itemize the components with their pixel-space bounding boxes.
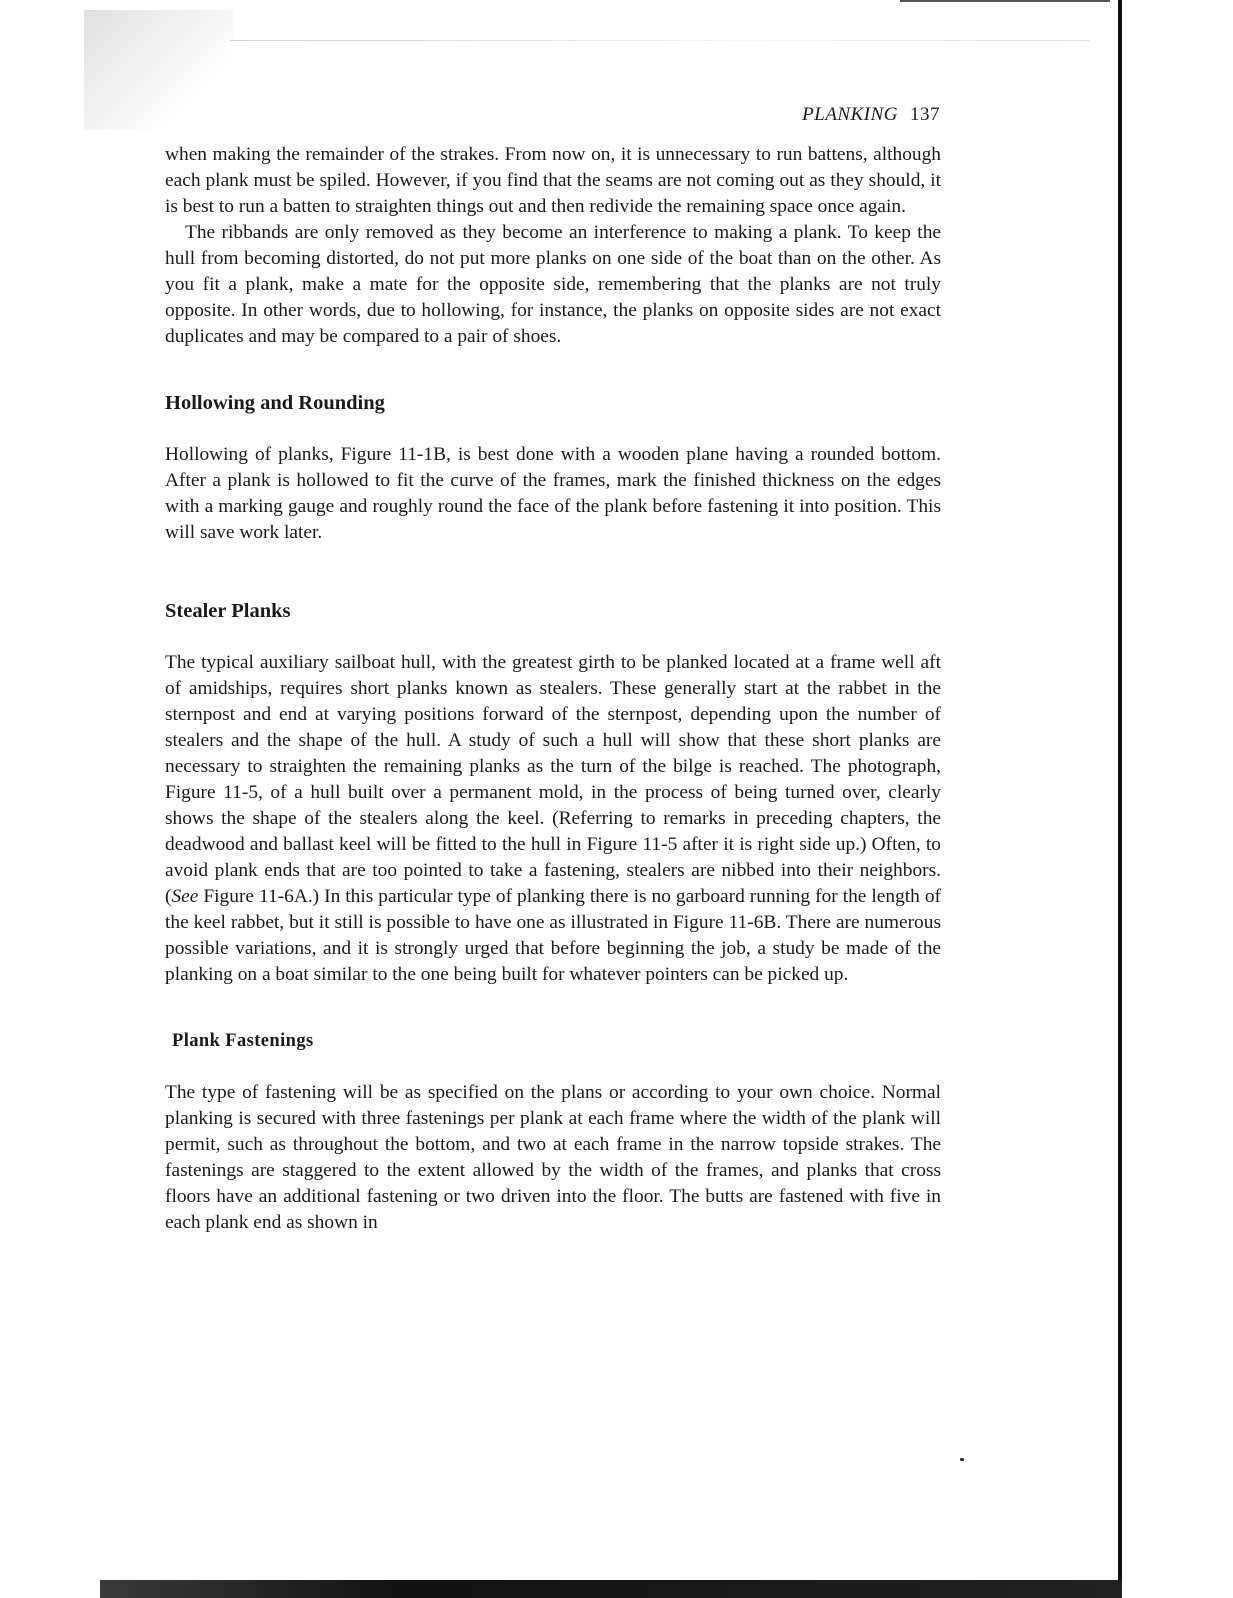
heading-hollowing-rounding: Hollowing and Rounding: [165, 392, 385, 414]
scan-speck: [960, 1458, 964, 1461]
paragraph-stealer: [165, 650, 941, 988]
scan-top-edge: [900, 0, 1110, 2]
heading-plank-fastenings: Plank Fastenings: [172, 1031, 314, 1051]
scan-right-edge: [1118, 0, 1122, 1598]
see-reference: See: [171, 886, 199, 907]
paragraph-continuation: when making the remainder of the strakes. From now on, it is unnecessary to run battens, although each plank must be spiled. However, if you find that the seams are not coming out as they should, it is best to run a batten to straighten things out and then redivide the remaining space once again.: [165, 144, 941, 217]
running-title: PLANKING: [802, 104, 898, 125]
scan-bottom-edge: [100, 1580, 1122, 1598]
page-number: 137: [910, 104, 940, 125]
stealer-text-part1: The typical auxiliary sailboat hull, with the greatest girth to be planked located at a frame well aft of amidships, requires short planks known as stealers. These generally start at the rabbet in the sternpost and end at varying positions forward of the sternpost, depending upon the number of stealers and the shape of the hull. A study of such a hull will show that these short planks are necessary to straighten the remaining planks as the turn of the bilge is reached. The photograph, Figure 11-5, of a hull built over a permanent mold, in the process of being turned over, clearly shows the shape of the stealers along the keel. (Referring to remarks in preceding chapters, the deadwood and ballast keel will be fitted to the hull in Figure 11-5 after it is right side up.) Often, to avoid plank ends that are too pointed to take a fastening, stealers are nibbed into their neighbors. (: [165, 652, 941, 907]
paragraph-hollowing: Hollowing of planks, Figure 11-1B, is best done with a wooden plane having a rounded bottom. After a plank is hollowed to fit the curve of the frames, mark the finished thickness on the edges with a marking gauge and roughly round the face of the plank before fastening it into position. This will save work later.: [165, 444, 941, 543]
paragraph-ribbands: The ribbands are only removed as they become an interference to making a plank. To keep the hull from becoming distorted, do not put more planks on one side of the boat than on the other. As you fit a plank, make a mate for the opposite side, remembering that the planks are not truly opposite. In other words, due to hollowing, for instance, the planks on opposite sides are not exact duplicates and may be compared to a pair of shoes.: [165, 222, 941, 347]
paragraph-fastenings: The type of fastening will be as specified on the plans or according to your own choice. Normal planking is secured with three fastenings per plank at each frame where the width of the plank will permit, such as throughout the bottom, and two at each frame in the narrow topside strakes. The fastenings are staggered to the extent allowed by the width of the frames, and planks that cross floors have an additional fastening or two driven into the floor. The butts are fastened with five in each plank end as shown in: [165, 1082, 941, 1233]
stealer-text-part2: Figure 11-6A.) In this particular type of planking there is no garboard running for the length of the keel rabbet, but it still is possible to have one as illustrated in Figure 11-6B. There are numerous possible variations, and it is strongly urged that before beginning the job, a study be made of the planking on a boat similar to the one being built for whatever pointers can be picked up.: [165, 886, 941, 985]
scan-faint-line: [230, 40, 1090, 41]
scan-shadow-corner: [84, 10, 234, 130]
running-head: [700, 104, 940, 126]
page-body: [165, 142, 941, 1236]
heading-stealer-planks: Stealer Planks: [165, 600, 291, 622]
